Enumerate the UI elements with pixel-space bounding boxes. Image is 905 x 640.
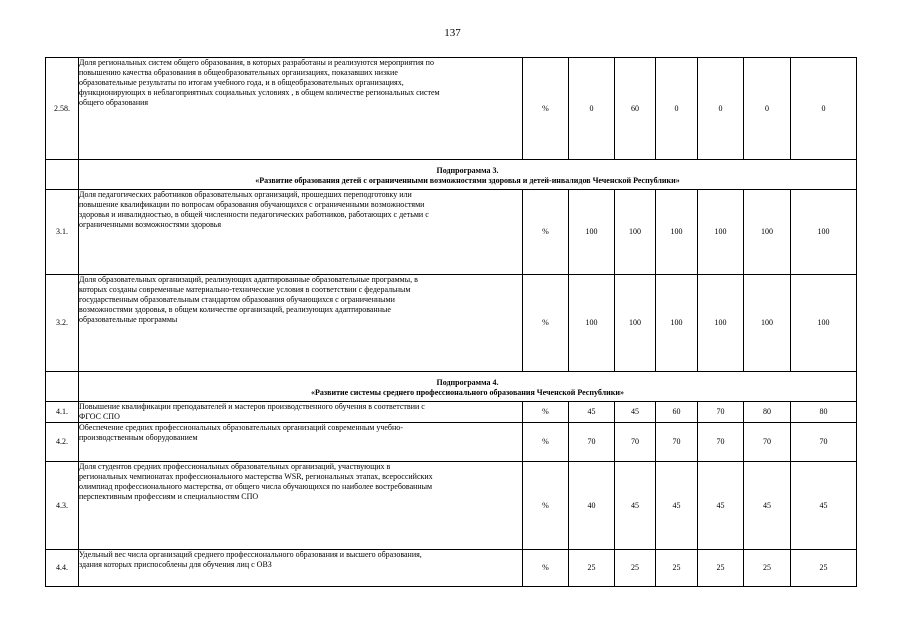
indicator-value-3: 100: [656, 190, 698, 275]
description-line: образовательные программы: [79, 315, 178, 324]
description-line: производственным оборудованием: [79, 433, 198, 442]
description-line: ограниченными возможностями здоровья: [79, 220, 222, 229]
indicator-value-4: 70: [698, 423, 744, 462]
indicator-value-3: 100: [656, 275, 698, 372]
subprogram-title-cell: [79, 372, 857, 402]
indicator-unit: %: [523, 423, 569, 462]
description-line: общего образования: [79, 98, 149, 107]
indicator-value-6: 70: [791, 423, 857, 462]
subprogram-subtitle: «Развитие образования детей с ограниченными возможностями здоровья и детей-инвалидов Чеченской Республики»: [255, 176, 680, 185]
indicator-value-2: 100: [615, 190, 656, 275]
indicator-value-6: 0: [791, 58, 857, 160]
subprogram-header-row: [46, 160, 857, 190]
indicator-value-4: 0: [698, 58, 744, 160]
subprogram-title: Подпрограмма 3.: [436, 166, 499, 175]
description-line: Доля педагогических работников образовательных организаций, прошедших переподготовку или: [79, 190, 412, 199]
subprogram-title: Подпрограмма 4.: [436, 378, 499, 387]
subprogram-header-row: [46, 372, 857, 402]
indicator-value-5: 25: [744, 550, 791, 587]
indicator-value-6: 100: [791, 190, 857, 275]
indicator-number: 3.1.: [46, 190, 79, 275]
indicator-value-5: 100: [744, 275, 791, 372]
indicator-unit: %: [523, 190, 569, 275]
indicator-value-1: 0: [569, 58, 615, 160]
indicator-row: [46, 275, 857, 372]
indicator-number: 4.2.: [46, 423, 79, 462]
indicator-value-1: 70: [569, 423, 615, 462]
indicators-table: [45, 57, 857, 587]
indicator-value-1: 25: [569, 550, 615, 587]
indicator-value-5: 80: [744, 402, 791, 423]
description-line: здоровья и инвалидностью, в общей численности педагогических работников, работающих с детьми с: [79, 210, 429, 219]
page-number: 137: [444, 27, 461, 39]
description-line: повышение квалификации по вопросам образования обучающихся с ограниченными возможностями: [79, 200, 425, 209]
indicator-description: [79, 423, 523, 462]
indicator-number: 4.3.: [46, 462, 79, 550]
indicator-description: [79, 275, 523, 372]
description-line: Повышение квалификации преподавателей и мастеров производственного обучения в соответствии с: [79, 402, 425, 411]
empty-number-cell: [46, 160, 79, 190]
description-line: Доля региональных систем общего образования, в которых разработаны и реализуются мероприятия по: [79, 58, 434, 67]
indicator-value-3: 45: [656, 462, 698, 550]
indicator-value-1: 100: [569, 275, 615, 372]
indicator-value-5: 45: [744, 462, 791, 550]
indicator-unit: %: [523, 58, 569, 160]
description-line: повышению качества образования в общеобразовательных организациях, показавших низкие: [79, 68, 398, 77]
subprogram-subtitle: «Развитие системы среднего профессионального образования Чеченской Республики»: [311, 388, 624, 397]
indicator-value-6: 80: [791, 402, 857, 423]
indicator-description: [79, 58, 523, 160]
description-line: образовательные результаты по итогам учебного года, и в общеобразовательных организациях,: [79, 78, 404, 87]
indicator-number: 2.58.: [46, 58, 79, 160]
indicator-value-5: 100: [744, 190, 791, 275]
description-line: ФГОС СПО: [79, 412, 120, 421]
indicator-unit: %: [523, 550, 569, 587]
description-line: перспективным профессиям и специальностям СПО: [79, 492, 259, 501]
description-line: возможностями здоровья, в общем количестве организаций, реализующих адаптированные: [79, 305, 391, 314]
indicator-value-4: 100: [698, 275, 744, 372]
subprogram-title-cell: [79, 160, 857, 190]
indicator-value-1: 45: [569, 402, 615, 423]
description-line: функционирующих в неблагоприятных социальных условиях , в общем количестве региональных систем: [79, 88, 440, 97]
indicator-unit: %: [523, 462, 569, 550]
indicator-row: [46, 402, 857, 423]
indicator-unit: %: [523, 275, 569, 372]
indicator-value-3: 60: [656, 402, 698, 423]
indicator-value-1: 100: [569, 190, 615, 275]
indicator-value-2: 25: [615, 550, 656, 587]
description-line: Обеспечение средних профессиональных образовательных организаций современным учебно-: [79, 423, 403, 432]
indicator-value-3: 70: [656, 423, 698, 462]
indicator-value-2: 45: [615, 402, 656, 423]
indicator-value-4: 100: [698, 190, 744, 275]
indicator-value-2: 100: [615, 275, 656, 372]
indicator-row: [46, 423, 857, 462]
indicator-value-3: 0: [656, 58, 698, 160]
indicator-value-6: 100: [791, 275, 857, 372]
indicator-value-6: 45: [791, 462, 857, 550]
indicator-row: [46, 550, 857, 587]
indicator-value-4: 25: [698, 550, 744, 587]
description-line: олимпиад профессионального мастерства, от общего числа обучающихся по наиболее востребованным: [79, 482, 433, 491]
indicator-unit: %: [523, 402, 569, 423]
indicator-number: 3.2.: [46, 275, 79, 372]
indicator-value-5: 70: [744, 423, 791, 462]
indicator-value-2: 70: [615, 423, 656, 462]
indicator-row: [46, 462, 857, 550]
indicator-description: [79, 190, 523, 275]
empty-number-cell: [46, 372, 79, 402]
indicator-value-6: 25: [791, 550, 857, 587]
indicator-value-5: 0: [744, 58, 791, 160]
description-line: здания которых приспособлены для обучения лиц с ОВЗ: [79, 560, 272, 569]
indicator-description: [79, 462, 523, 550]
indicator-value-1: 40: [569, 462, 615, 550]
indicator-number: 4.1.: [46, 402, 79, 423]
description-line: Доля студентов средних профессиональных образовательных организаций, участвующих в: [79, 462, 391, 471]
description-line: которых созданы современные материально-технические условия в соответствии с федеральным: [79, 285, 411, 294]
indicator-value-4: 70: [698, 402, 744, 423]
description-line: Удельный вес числа организаций среднего профессионального образования и высшего образования,: [79, 550, 422, 559]
indicator-number: 4.4.: [46, 550, 79, 587]
indicator-value-2: 60: [615, 58, 656, 160]
indicator-description: [79, 402, 523, 423]
indicator-value-4: 45: [698, 462, 744, 550]
indicator-value-2: 45: [615, 462, 656, 550]
indicator-row: [46, 58, 857, 160]
indicator-description: [79, 550, 523, 587]
description-line: государственным образовательным стандартом образования обучающихся с ограниченными: [79, 295, 395, 304]
indicator-row: [46, 190, 857, 275]
indicator-value-3: 25: [656, 550, 698, 587]
description-line: региональных чемпионатах профессионального мастерства WSR, региональных этапах, всероссийских: [79, 472, 433, 481]
description-line: Доля образовательных организаций, реализующих адаптированные образовательные программы, в: [79, 275, 418, 284]
